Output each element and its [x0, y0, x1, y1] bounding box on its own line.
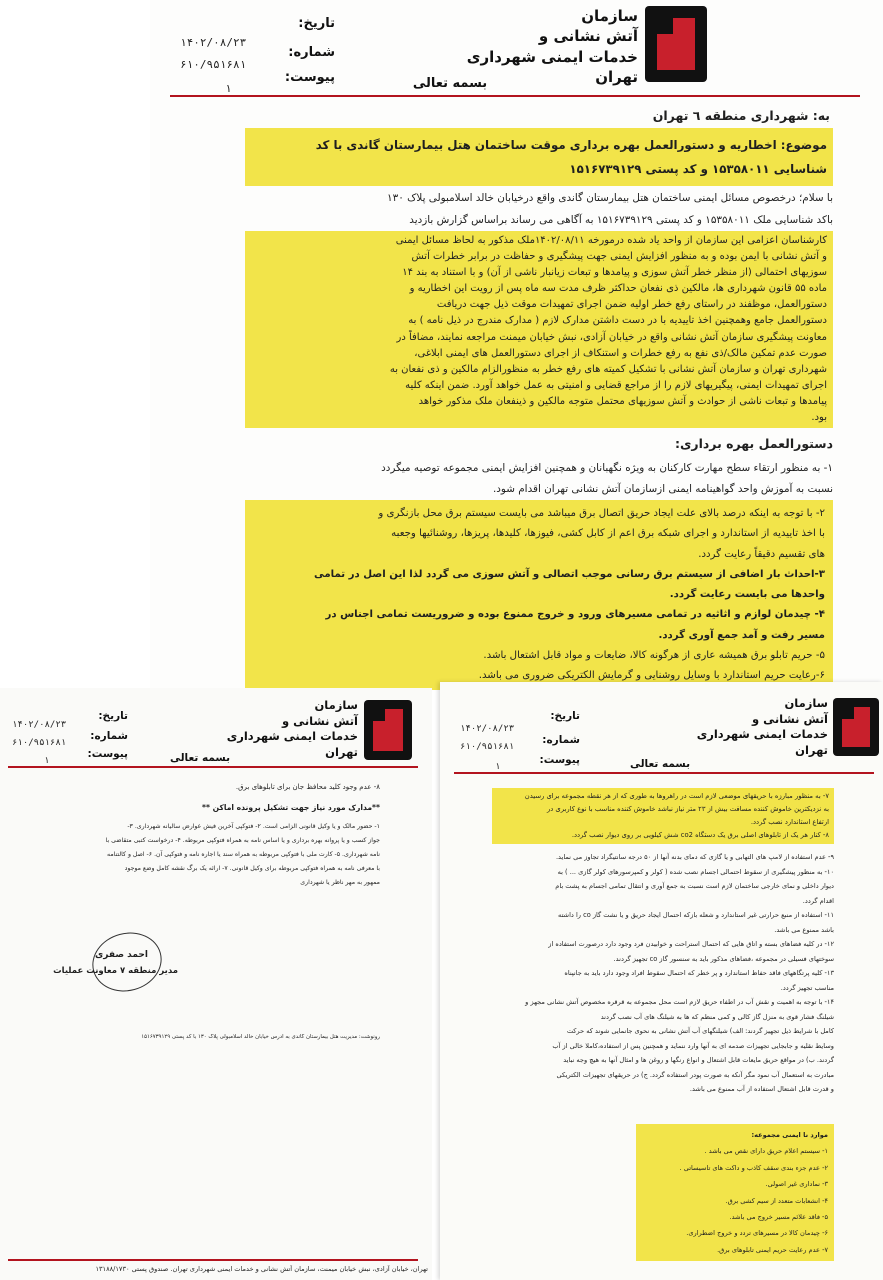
- copy-note: رونوشت: مدیریت هتل بیمارستان گاندی به آدرس خیابان خالد اسلامبولی پلاک ۱۳۰ با کد پستی ۱۵۱۶۷۳۹۱۲۹: [141, 1034, 380, 1040]
- bismillah: بسمه تعالی: [169, 752, 231, 764]
- letter-page-3: [0, 688, 432, 1280]
- documents-title: **مدارک مورد نیاز جهت تشکیل پرونده اماکن **: [202, 803, 380, 812]
- org-line-2: آتش نشانی و: [538, 27, 638, 46]
- org-line-1: سازمان: [784, 696, 828, 710]
- date-value: ۱۴۰۲/۰۸/۲۳: [180, 36, 247, 49]
- letter-page-2: [440, 682, 883, 1280]
- body-line: با سلام؛ درخصوص مسائل ایمنی ساختمان هتل بیمارستان گاندی واقع درخیابان خالد اسلامبولی پلاک ۱۳۰: [387, 192, 833, 204]
- org-line-1: سازمان: [581, 7, 638, 25]
- body-line: های تقسیم دقیقاً رعایت گردد.: [698, 548, 825, 560]
- body-line: معاونت پیشگیری سازمان آتش نشانی واقع در خیابان آزادی، نبش خیابان میمنت مراجعه نمایند، مضافاً در: [396, 331, 827, 343]
- date-label: تاریخ:: [298, 16, 335, 31]
- list-item: ۳- نماداری غیر اصولی.: [765, 1180, 828, 1189]
- attachment-label: پیوست:: [539, 754, 580, 766]
- body-line: نسبت به آموزش واحد گواهینامه ایمنی ازسازمان آتش نشانی تهران اقدام شود.: [492, 483, 833, 495]
- list-item: ۱- سیستم اعلام حریق دارای نقص می باشد .: [704, 1147, 828, 1156]
- items-7-8-highlighted: [492, 788, 834, 844]
- body-line: سوزیهای احتمالی (از منظر خطر آتش سوزی و پیامدها و تبعات زیانبار ناشی از آن) و با استناد به بند ۱۴: [402, 267, 827, 279]
- body-line: دستورالعمل جامع وهمچنین اخذ تاییدیه با در دست داشتن مدارک لازم ( مدارک مندرج در ذیل نامه ) به: [408, 315, 827, 327]
- instructions-title: دستورالعمل بهره برداری:: [674, 436, 833, 451]
- org-line-2: آتش نشانی و: [752, 711, 828, 726]
- body-line: ماده ۵۵ قانون شهرداری ها، مالکین ذی نفعان حداکثر ظرف مدت سه ماه پس از رویت این اخطاریه و: [409, 283, 827, 295]
- attachment-value: ۱: [44, 756, 50, 766]
- items-9-14: [492, 850, 834, 1097]
- deficiencies-title: موارد نا ایمنی مجموعه:: [751, 1131, 828, 1139]
- documents-list: [40, 820, 380, 890]
- number-value: ۶۱۰/۹۵۱۶۸۱: [180, 58, 247, 71]
- bismillah: بسمه تعالی: [629, 758, 691, 770]
- body-line: ارتفاع استاندارد نصب گردد.: [750, 818, 829, 826]
- list-item: ۲- عدم جزء بندی سقف کاذب و داکت های تاسیساتی .: [679, 1163, 828, 1172]
- body-line: مبادرت به استعمال آب نمود مگر آنکه به صورت پودر استفاده گردد. ج) در حریقهای تجهیزات الکتریکی: [556, 1070, 834, 1079]
- header-rule: [170, 95, 860, 97]
- subject-line: موضوع: اخطاریه و دستورالعمل بهره برداری موقت ساختمان هتل بیمارستان گاندی با کد: [315, 138, 827, 152]
- header-rule: [8, 766, 418, 768]
- fire-department-logo-icon: [833, 698, 879, 756]
- body-line: شهرداری تهران و سازمان آتش نشانی با تشکیل کمیته های رفع خطر به منظورالزام مالکین و ذی نفعان به: [389, 363, 827, 375]
- item-8: ۸- عدم وجود کلید محافظ جان برای تابلوهای برق.: [235, 783, 380, 791]
- body-line: وسایط نقلیه و جابجایی تجهیزات صدمه ای به آنها وارد ننماید و همچنین پس از استفاده،کاملا خالی از آب: [552, 1041, 834, 1050]
- fire-department-logo-icon: [645, 6, 707, 82]
- body-line: ۸- کنار هر یک از تابلوهای اصلی برق یک دستگاه co2 شش کیلویی بر روی دیوار نصب گردد.: [571, 831, 829, 839]
- body-line: پیامدها و تبعات ناشی از حوادث و آتش سوزیهای محتمل متوجه مالکین و ذینفعان ملک مذکور خواهد: [418, 395, 827, 407]
- letter-page-1: [150, 0, 883, 690]
- footer-rule: [8, 1259, 418, 1261]
- body-line: ۲- با توجه به اینکه درصد بالای علت ایجاد حریق اتصال برق میباشد می بایست سیستم برق محل بازنگری و: [378, 508, 825, 519]
- list-item: ۷- عدم رعایت حریم ایمنی تابلوهای برق.: [717, 1245, 828, 1254]
- attachment-value: ۱: [495, 762, 501, 772]
- body-line: ۷- به منظور مبارزه با حریقهای موضعی لازم است در راهروها به طوری که از هر نقطه مجموعه برای رسیدن: [524, 792, 829, 800]
- number-value: ۶۱۰/۹۵۱۶۸۱: [460, 742, 515, 752]
- body-line: کارشناسان اعزامی این سازمان از واحد یاد شده درمورخه ۱۴۰۲/۰۸/۱۱ملک مذکور به لحاظ مسائل ایمنی: [395, 235, 827, 246]
- body-line: سوختهای فسیلی در مجموعه ،فضاهای مذکور باید به سنسور گاز co تجهیز گردند.: [613, 954, 834, 963]
- body-line: ۱۱- استفاده از منبع حرارتی غیر استاندارد و شعله بازکه احتمال ایجاد حریق و یا نشت گاز co را داشته: [558, 911, 834, 919]
- body-line: ۱۴- با توجه به اهمیت و نقش آب در اطفاء حریق لازم است محل مجموعه به قرقره مخصوص آتش نشانی مجهز و: [525, 998, 834, 1006]
- body-line: بود.: [811, 412, 827, 424]
- body-line: ۱- به منظور ارتقاء سطح مهارت کارکنان به ویژه نگهبانان و همچنین افزایش ایمنی مجموعه توصیه میگردد: [381, 462, 833, 474]
- date-value: ۱۴۰۲/۰۸/۲۳: [12, 720, 67, 730]
- subject-line: شناسایی ۱۵۳۵۸۰۱۱ و کد پستی ۱۵۱۶۷۳۹۱۲۹: [569, 162, 827, 176]
- body-line: شیلنگ فشار قوی به منزل گاز کالی و کمی منظم که ها به شیلنگ های آب نصب گردند: [600, 1012, 834, 1021]
- body-line: اقدام گردد.: [802, 896, 834, 905]
- org-line-3: خدمات ایمنی شهرداری تهران: [226, 729, 358, 759]
- list-item: ۴- انشعابات متعدد از سیم کشی برق.: [725, 1196, 828, 1205]
- body-line: ۵- حریم تابلو برق همیشه عاری از هرگونه کالا، ضایعات و مواد قابل اشتعال باشد.: [483, 650, 825, 662]
- body-line: نامه شهرداری. ۵- کارت ملی با فتوکپی مربوطه به همراه سند یا اجاره نامه و فتوکپی آن. ۶- اصل و کالتنامه: [107, 851, 380, 858]
- body-line: دستورالعمل، موظفند در راستای رفع خطر اولیه ضمن اجرای تمهیدات موقت ذیل جهت دریافت: [436, 299, 827, 311]
- attachment-label: پیوست:: [87, 748, 128, 760]
- body-line: ۴- چیدمان لوازم و اثاثیه در تمامی مسیرهای ورود و خروج ممنوع بوده و ضروریست تمامی اجناس در: [325, 609, 825, 621]
- attachment-value: ۱: [225, 82, 232, 95]
- body-line: ۱۳- کلیه پرتگاههای فاقد حفاظ استاندارد و پر خطر که احتمال سقوط افراد وجود دارد باید به جانپناه: [564, 969, 834, 977]
- body-line: گردند. ب) در مواقع حریق مایعات قابل اشتعال و انواع رنگها و روغن ها و امثال آنها به هیچ وجه نباید: [563, 1056, 834, 1064]
- number-label: شماره:: [542, 734, 580, 746]
- body-line: باکد شناسایی ملک ۱۵۳۵۸۰۱۱ و کد پستی ۱۵۱۶۷۳۹۱۲۹ به آگاهی می رساند براساس گزارش بازدید: [409, 214, 833, 226]
- header-rule: [454, 772, 874, 774]
- footer-address: تهران، خیابان آزادی، نبش خیابان میمنت، سازمان آتش نشانی و خدمات ایمنی شهرداری تهران. صندوق پستی ۱۳۱۸۸/۱۷۳۰: [95, 1265, 428, 1273]
- subject-block: [245, 128, 833, 186]
- body-line: مناسب تجهیز گردد.: [780, 983, 834, 992]
- instruction-items-highlighted: [245, 500, 833, 690]
- date-label: تاریخ:: [98, 710, 128, 722]
- body-line: و قدرت قابل اشتعال استفاده از آب ممنوع می باشد.: [689, 1085, 834, 1093]
- intro-paragraph: [245, 187, 833, 231]
- signer-title: مدیر منطقه ۷ معاونت عملیات: [53, 966, 178, 976]
- attachment-label: پیوست:: [284, 70, 335, 85]
- body-line: ممهور به مهر ناظر یا شهرداری: [300, 879, 380, 886]
- org-line-2: آتش نشانی و: [282, 713, 358, 728]
- body-line: باشد ممنوع می باشد.: [774, 925, 834, 934]
- body-line: کامل با شرایط ذیل تجهیز گردند: الف) شیلنگهای آب آتش نشانی به نحوی جانمایی شوند که حرکت: [566, 1027, 834, 1035]
- org-line-3: خدمات ایمنی شهرداری تهران: [696, 727, 828, 757]
- bismillah: بسمه تعالی: [412, 76, 488, 91]
- body-line: ۱۲- در کلیه فضاهای بسته و اتاق هایی که احتمال استراحت و خوابیدن فرد وجود دارد درصورت استفاده از: [548, 940, 834, 948]
- org-name: [450, 6, 638, 87]
- body-line: دیوار داخلی و نمای خارجی ساختمان لازم است نسبت به جمع آوری و انتقال تمامی اجسام به پشت بام: [555, 882, 834, 890]
- deficiencies-list: [636, 1124, 834, 1261]
- body-line: ۱۰- به منظور پیشگیری از سقوط احتمالی اجسام نصب شده ( کولر و کمپرسورهای کولر گازی ... ) به: [557, 867, 834, 876]
- signature-mark: [86, 925, 169, 999]
- number-label: شماره:: [90, 730, 128, 742]
- body-line: واحدها می بایست رعایت گردد.: [669, 589, 825, 601]
- body-line: جواز کسب و یا پروانه بهره برداری و یا اساس نامه به همراه فتوکپی مربوطه. ۴- درخواست کتبی متقاضی با: [105, 837, 380, 844]
- signer-name: احمد صفری: [95, 950, 148, 960]
- body-line: ۳-احداث بار اضافی از سیستم برق رسانی موجب اتصالی و آتش سوزی می گردد لذا این اصل در تمامی: [314, 568, 825, 580]
- instruction-item-1: [245, 458, 833, 500]
- body-line: صورت عدم تمکین مالک/ذی نفع به رفع خطرات و استنکاف از اجرای دستورالعمل های ایمنی ابلاغی،: [414, 347, 827, 359]
- number-value: ۶۱۰/۹۵۱۶۸۱: [12, 738, 67, 748]
- org-line-1: سازمان: [314, 698, 358, 712]
- body-line: به نزدیکترین خاموش کننده مسافت بیش از ۲۳ متر نیاز نباشد خاموش کننده مناسب با نوع کاربری در: [546, 805, 829, 813]
- org-name: [670, 696, 828, 758]
- fire-department-logo-icon: [364, 700, 412, 760]
- body-line: و آتش نشانی با ایمن بوده و به منظور افزایش ایمنی جهت پیشگیری و حفاظت در برابر خطرات آتش: [411, 251, 827, 263]
- recipient: به: شهرداری منطقه ٦ تهران: [652, 108, 830, 123]
- date-value: ۱۴۰۲/۰۸/۲۳: [460, 724, 515, 734]
- list-item: ۶- چیدمان کالا در مسیرهای تردد و خروج اضطراری.: [686, 1229, 828, 1238]
- list-item: ۵- فاقد علائم مسیر خروج می باشد.: [729, 1213, 828, 1222]
- date-label: تاریخ:: [550, 710, 580, 722]
- notice-paragraph: [245, 231, 833, 428]
- body-line: با معرفی نامه به همراه فتوکپی مربوطه برای وکیل قانونی. ۷- ارائه یک برگ نقشه کامل وضع موجود: [124, 865, 380, 872]
- number-label: شماره:: [288, 45, 335, 60]
- org-line-3: خدمات ایمنی شهرداری تهران: [466, 47, 638, 86]
- body-line: ۱- حضور مالک و یا وکیل قانونی الزامی است. ۲- فتوکپی آخرین فیش عوارض سالیانه شهرداری. ۳-: [127, 823, 380, 830]
- org-name: [198, 698, 358, 760]
- body-line: ۹- عدم استفاده از لامپ های التهابی و یا گازی که دمای بدنه آنها از ۵۰ درجه سانتیگراد تجاوز می نماید.: [555, 853, 834, 861]
- body-line: مسیر رفت و آمد جمع آوری گردد.: [658, 629, 825, 641]
- body-line: ۶-رعایت حریم استاندارد با وسایل روشنایی و گرمایش الکتریکی ضروری می باشد.: [478, 670, 825, 682]
- body-line: اجرای تمهیدات ایمنی، پیگیریهای لازم را از مراجع قضایی و امنیتی به عمل خواهد آورد. ضمن اینکه کلیه: [405, 379, 827, 391]
- body-line: با اخذ تاییدیه از استاندارد و اجرای شبکه برق اعم از کابل کشی، فیوزها، کلیدها، پریزها، روشنائیها وجعبه: [391, 528, 825, 540]
